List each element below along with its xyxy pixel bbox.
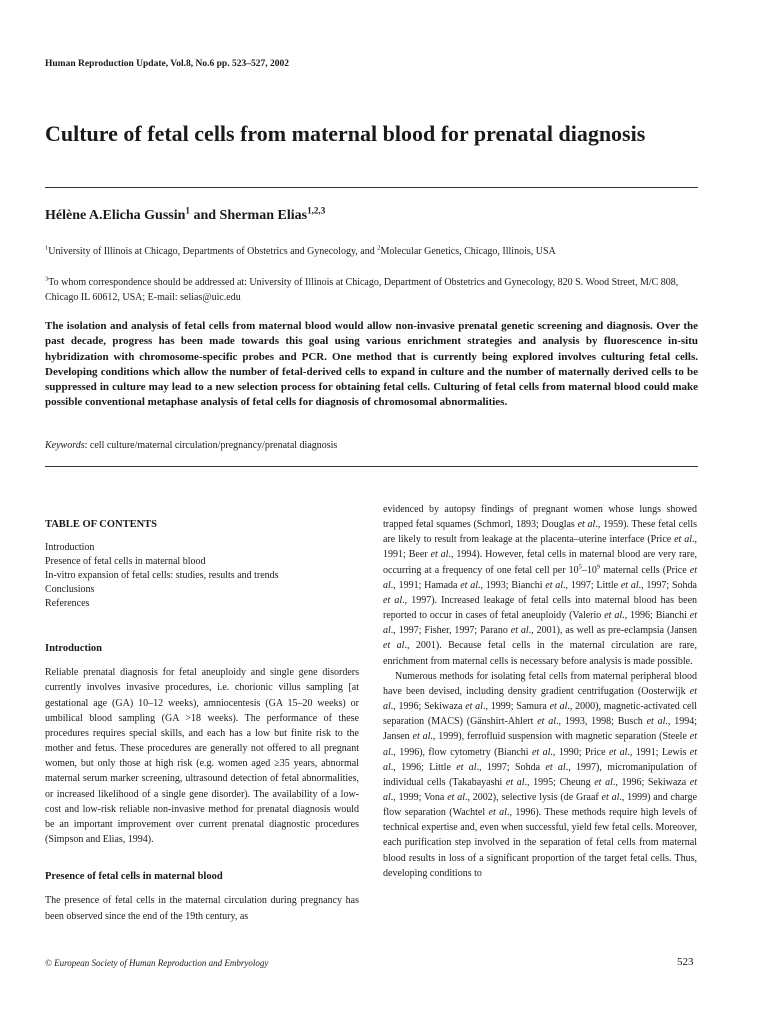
correspondence-marker: 3 [45, 275, 49, 283]
abstract: The isolation and analysis of fetal cells from maternal blood would allow non-invasive prenatal genetic screening and diagnosis. Over the past decade, progress has been made towards this goal using various enrichment strategies and analysis by fluorescence in-situ hybridization with chromosome-specific probes and PCR. One method that is currently being explored involves culturing fetal cells. Developing conditions which allow the number of fetal-derived cells to expand in culture and the number of maternally derived cells to be suppressed in culture may lead to a new selection process for obtaining fetal cells. Culturing of fetal cells from maternal blood could make possible conventional metaphase analysis of fetal cells for diagnosis of chromosomal abnormalities. [45, 320, 698, 409]
author-name: Sherman Elias [219, 208, 308, 223]
toc-item: References [45, 598, 90, 610]
keywords-text: : cell culture/maternal circulation/pregnancy/prenatal diagnosis [84, 440, 338, 451]
divider-middle [45, 466, 698, 467]
presence-paragraph: The presence of fetal cells in the maternal circulation during pregnancy has been observed since the end of the 19th century, as [45, 895, 359, 922]
author-affiliation-marker: 1 [185, 205, 190, 216]
left-column [45, 517, 359, 924]
article-title: Culture of fetal cells from maternal blood for prenatal diagnosis [45, 121, 646, 146]
toc-list [45, 541, 359, 611]
toc-item: In-vitro expansion of fetal cells: studies, results and trends [45, 570, 279, 582]
copyright-footer: © European Society of Human Reproduction and Embryology [45, 958, 269, 968]
body-paragraph: evidenced by autopsy findings of pregnant women whose lungs showed trapped fetal squames (Schmorl, 1893; Douglas et al., 1959). These fetal cells are likely to result from leakage at the placenta–uterine interface (Price et al., 1991; Beer et al., 1994). However, fetal cells in maternal blood are very rare, occurring at a frequency of one fetal cell per $10^5-10^9$ maternal cells (Price et al., 1991; Hamada et al., 1993; Bianchi et al., 1997; Little et al., 1997; Sohda et al., 1997). Increased leakage of fetal cells into maternal blood has been reported to occur in cases of fetal aneuploidy (Valerio et al., 1996; Bianchi et al., 1997; Fisher, 1997; Parano et al., 2001), as well as pre-eclampsia (Jansen et al., 2001). Because fetal cells in the maternal circulation are rare, enrichment from maternal cells is necessary before analysis is made possible. [383, 504, 698, 667]
body-paragraph: Numerous methods for isolating fetal cells from maternal peripheral blood have been devised, including density gradient centrifugation (Oosterwijk et al., 1996; Sekiwaza et al., 1999; Samura et al., 2000), magnetic-activated cell separation (MACS) (Gänshirt-Ahlert et al., 1993, 1998; Busch et al., 1994; Jansen et al., 1999), ferrofluid suspension with magnetic separation (Steele et al., 1996), flow cytometry (Bianchi et al., 1990; Price et al., 1991; Lewis et al., 1996; Little et al., 1997; Sohda et al., 1997), micromanipulation of individual cells (Takabayashi et al., 1995; Cheung et al., 1996; Sekiwaza et al., 1999; Vona et al., 2002), selective lysis (de Graaf et al., 1999) and charge flow separation (Wachtel et al., 1996). These methods require high levels of technical expertise and, even when successful, yield few fetal cells. Moreover, each purification step involved in the separation of fetal cells from maternal blood results in loss of a significant proportion of the target fetal cells. Thus, developing conditions to [383, 670, 698, 879]
correspondence-text: To whom correspondence should be addressed at: University of Illinois at Chicago, Department of Obstetrics and Gynecology, 820 S. Wood Street, M/C 808, Chicago IL 60612, USA; E-mail: selias@uic.edu [45, 277, 679, 303]
affiliation-text: University of Illinois at Chicago, Departments of Obstetrics and Gynecology, and [48, 246, 378, 257]
keywords-label: Keywords [45, 440, 85, 451]
affiliations [45, 246, 705, 257]
section-heading-introduction: Introduction [45, 643, 102, 655]
author-connector: and [189, 208, 220, 223]
toc-item: Introduction [45, 542, 95, 554]
affiliation-marker: 1 [45, 244, 49, 252]
divider-top [45, 187, 698, 188]
intro-paragraph: Reliable prenatal diagnosis for fetal aneuploidy and single gene disorders currently involves invasive procedures, i.e. chorionic villus sampling [at gestational age (GA) 10–12 weeks), amniocentesis (GA 15–20 weeks) or umbilical blood sampling (GA >18 weeks). The performance of these procedures requires special skills, and each has a low but finite risk to the mother and fetus. These procedures are generally not offered to all pregnant women, but only those at high risk (e.g. women aged ≥35 years, abnormal maternal serum marker screening, ultrasound detection of fetal abnormalities, or increased likelihood of a single gene disorder). The availability of a low-cost and low-risk reliable non-invasive method for prenatal diagnosis would be an important improvement over current prenatal diagnostic procedures (Simpson and Elias, 1994). [45, 667, 359, 846]
correspondence-note [45, 275, 700, 305]
affiliation-text: Molecular Genetics, Chicago, Illinois, USA [380, 246, 556, 257]
keywords [45, 440, 337, 451]
right-column [383, 502, 697, 881]
toc-item: Presence of fetal cells in maternal blood [45, 556, 206, 568]
author-affiliation-marker: 1,2,3 [307, 205, 326, 216]
author-name: Hélène A.Elicha Gussin [45, 208, 186, 223]
toc-item: Conclusions [45, 584, 95, 596]
section-heading-presence: Presence of fetal cells in maternal blood [45, 871, 223, 883]
author-list [45, 205, 326, 224]
affiliation-marker: 2 [377, 244, 381, 252]
toc-heading: TABLE OF CONTENTS [45, 519, 158, 530]
page-number: 523 [677, 956, 694, 968]
journal-citation: Human Reproduction Update, Vol.8, No.6 pp. 523–527, 2002 [45, 59, 289, 69]
